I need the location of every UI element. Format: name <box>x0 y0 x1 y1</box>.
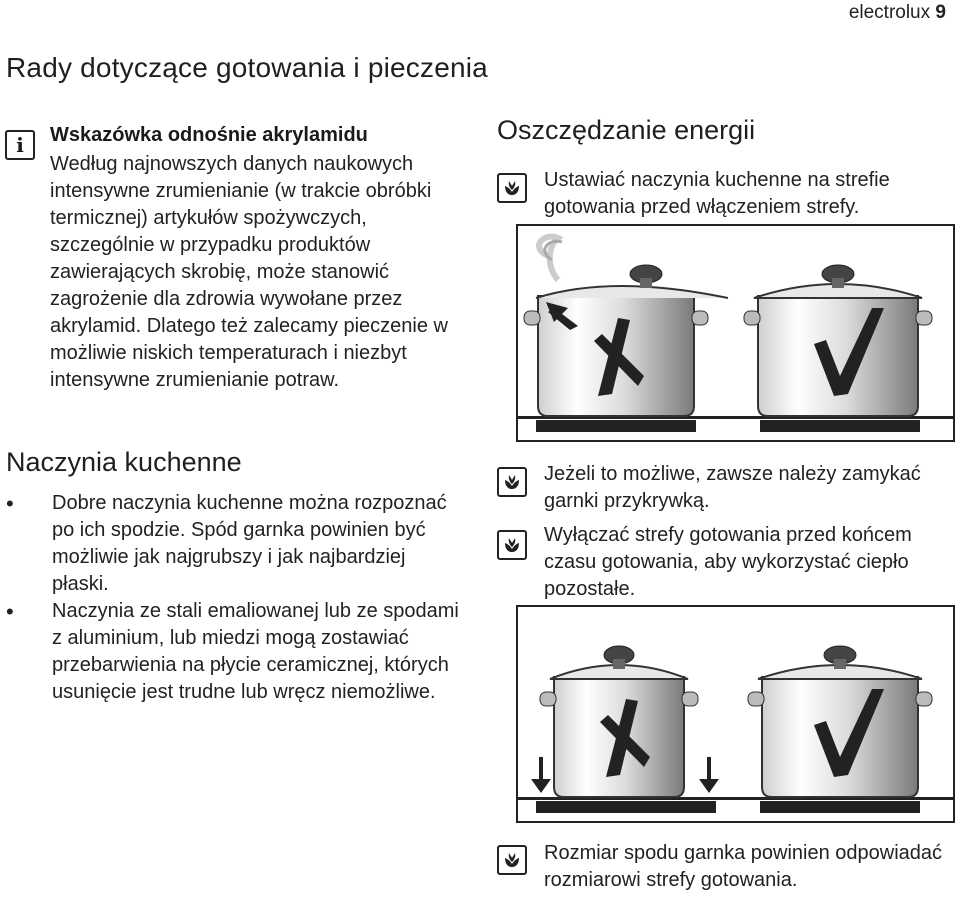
acrylamide-body: Według najnowszych danych naukowych intensywne zrumienianie (w trakcie obróbki termicznej) artykułów spożywczych, szczególnie w przypadku produktów zawierających skrobię, może stanowić zagrożenie dla zdrowia wywołane przez akrylamid. Dlatego też zalecamy pieczenie w możliwie niskich temperaturach i niezbyt intensywne zrumienianie potraw. <box>50 153 448 391</box>
environment-tip-icon <box>497 845 527 875</box>
pot-with-lid <box>744 265 932 432</box>
cookware-list <box>6 490 466 706</box>
page-number: 9 <box>935 2 946 23</box>
cookware-title: Naczynia kuchenne <box>6 447 242 477</box>
energy-tip-4: Rozmiar spodu garnka powinien odpowiadać rozmiarowi strefy gotowania. <box>544 842 943 891</box>
energy-tip-1: Ustawiać naczynia kuchenne na strefie gotowania przed włączeniem strefy. <box>544 169 890 218</box>
brand-name: electrolux <box>848 2 931 23</box>
list-item: • Dobre naczynia kuchenne można rozpoznać po ich spodzie. Spód garnka powinien być możliwie jak najgrubszy i jak najbardziej płaski. <box>6 490 466 598</box>
acrylamide-title: Wskazówka odnośnie akrylamidu <box>50 124 368 146</box>
environment-tip-icon <box>497 467 527 497</box>
brand-header <box>849 2 946 24</box>
environment-tip-icon <box>497 173 527 203</box>
page-title: Rady dotyczące gotowania i pieczenia <box>6 52 488 83</box>
info-icon: i <box>5 130 35 160</box>
figure-base-size <box>516 605 955 823</box>
list-item: • Naczynia ze stali emaliowanej lub ze spodami z aluminium, lub miedzi mogą zostawiać przebarwienia na płycie ceramicznej, których usunięcie jest trudne lub wręcz niemożliwe. <box>6 598 466 706</box>
environment-tip-icon <box>497 530 527 560</box>
pot-without-lid <box>524 237 728 432</box>
energy-tip-3: Wyłączać strefy gotowania przed końcem czasu gotowania, aby wykorzystać ciepło pozostałe. <box>544 524 912 600</box>
energy-tip-2: Jeżeli to możliwe, zawsze należy zamykać garnki przykrywką. <box>544 463 921 512</box>
pot-too-small <box>531 646 719 813</box>
energy-title: Oszczędzanie energii <box>497 115 756 145</box>
figure-lid-comparison <box>516 224 955 442</box>
pot-correct-size <box>748 646 932 813</box>
